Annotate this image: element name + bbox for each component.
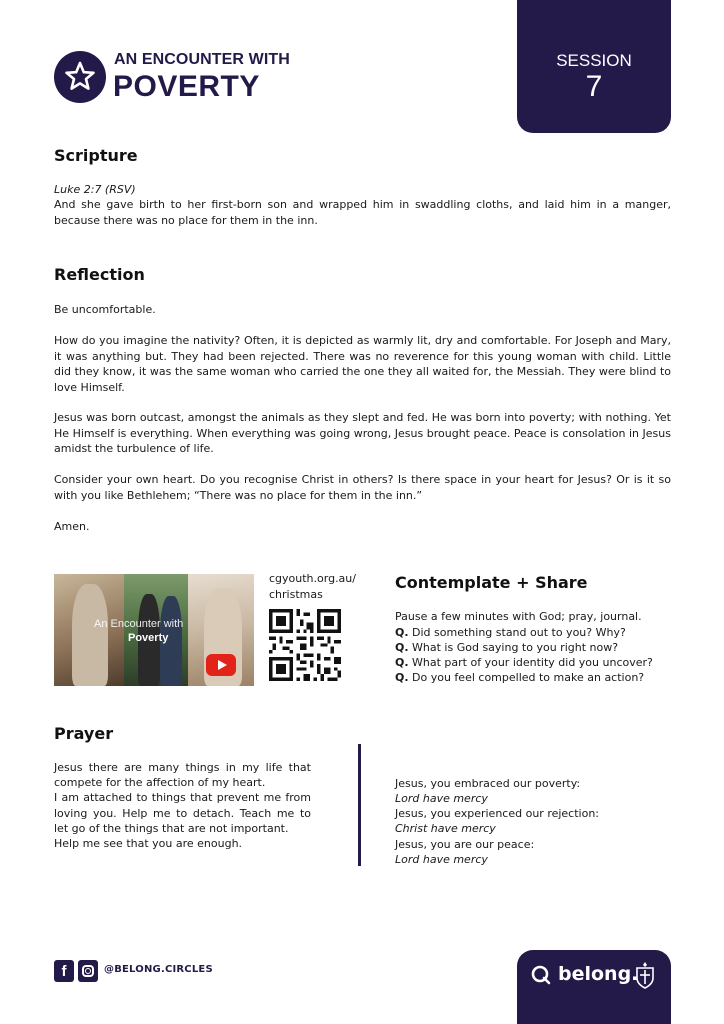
instagram-icon[interactable]: [78, 960, 98, 982]
statue-figure: [72, 584, 108, 686]
session-label: SESSION: [556, 51, 632, 70]
qr-url[interactable]: [269, 571, 356, 603]
video-caption-title: Poverty: [128, 632, 169, 644]
litany-call: Jesus, you are our peace:: [395, 838, 535, 851]
reflection-paragraph: Be uncomfortable.: [54, 303, 156, 316]
reflection-paragraph: Amen.: [54, 520, 90, 533]
prayer-body: [54, 760, 311, 851]
question-text: Do you feel compelled to make an action?: [412, 671, 645, 684]
question-item: [395, 670, 644, 685]
archdiocese-crest-icon: [634, 961, 656, 989]
youtube-play-icon[interactable]: [206, 654, 236, 676]
question-item: [395, 625, 626, 640]
session-badge: [517, 0, 671, 133]
video-thumbnail[interactable]: [54, 574, 254, 686]
page-title: POVERTY: [113, 70, 260, 103]
prayer-heading: Prayer: [54, 724, 114, 743]
reflection-paragraph: Consider your own heart. Do you recognise Christ in others? Is there space in your heart for Jesus? Or is it so with you like Bethlehem; “There was no place for them in the inn.”: [54, 473, 671, 502]
question-text: Did something stand out to you? Why?: [412, 626, 626, 639]
belong-logo-icon: [530, 964, 552, 986]
social-handle[interactable]: @BELONG.CIRCLES: [104, 964, 213, 975]
facebook-icon[interactable]: f: [54, 960, 74, 982]
question-item: [395, 640, 618, 655]
litany-response: Christ have mercy: [395, 822, 496, 835]
scripture-text: And she gave birth to her first-born son and wrapped him in swaddling cloths, and laid him in a manger, because there was no place for them in the inn.: [54, 198, 671, 227]
question-item: [395, 655, 653, 670]
scripture-reference: Luke 2:7 (RSV): [54, 183, 136, 196]
page-pretitle: AN ENCOUNTER WITH: [114, 51, 290, 68]
prayer-line: Jesus there are many things in my life that compete for the affection of my heart.: [54, 761, 311, 790]
star-logo-icon: [54, 51, 106, 103]
video-caption: An Encounter with: [94, 618, 184, 630]
qr-url-line: cgyouth.org.au/: [269, 572, 356, 585]
question-label: Q.: [395, 656, 409, 669]
session-number: 7: [585, 70, 603, 103]
question-label: Q.: [395, 641, 409, 654]
prayer-line: Help me see that you are enough.: [54, 837, 243, 851]
scripture-heading: Scripture: [54, 146, 138, 165]
prayer-line: I am attached to things that prevent me from loving you. Help me to detach. Teach me to let go of the things that are not important.: [54, 791, 311, 835]
question-label: Q.: [395, 671, 409, 684]
question-text: What is God saying to you right now?: [412, 641, 619, 654]
reflection-heading: Reflection: [54, 265, 145, 284]
qr-url-line: christmas: [269, 588, 323, 601]
litany-call: Jesus, you experienced our rejection:: [395, 807, 600, 820]
column-divider: [358, 744, 361, 866]
reflection-paragraph: How do you imagine the nativity? Often, it is depicted as warmly lit, dry and comfortable. For Joseph and Mary, it was anything but. They had been rejected. There was no reverence for this young woman with child. Little did they know, it was the same woman who carried the one they all waited for, the Messiah. They were blind to love Himself.: [54, 334, 671, 394]
question-label: Q.: [395, 626, 409, 639]
question-text: What part of your identity did you uncover?: [412, 656, 653, 669]
litany-response: Lord have mercy: [395, 853, 488, 866]
qr-code-icon[interactable]: [269, 609, 341, 681]
contemplate-intro: Pause a few minutes with God; pray, journal.: [395, 610, 642, 623]
litany-call: Jesus, you embraced our poverty:: [395, 777, 581, 790]
litany-response: Lord have mercy: [395, 792, 488, 805]
contemplate-heading: Contemplate + Share: [395, 573, 588, 592]
brand-name: belong.: [558, 963, 639, 985]
reflection-paragraph: Jesus was born outcast, amongst the animals as they slept and fed. He was born into poverty; with nothing. Yet He Himself is everything. When everything was going wrong, Jesus brought peace. Peace is consolation in Jesus amidst the turbulence of life.: [54, 411, 671, 455]
